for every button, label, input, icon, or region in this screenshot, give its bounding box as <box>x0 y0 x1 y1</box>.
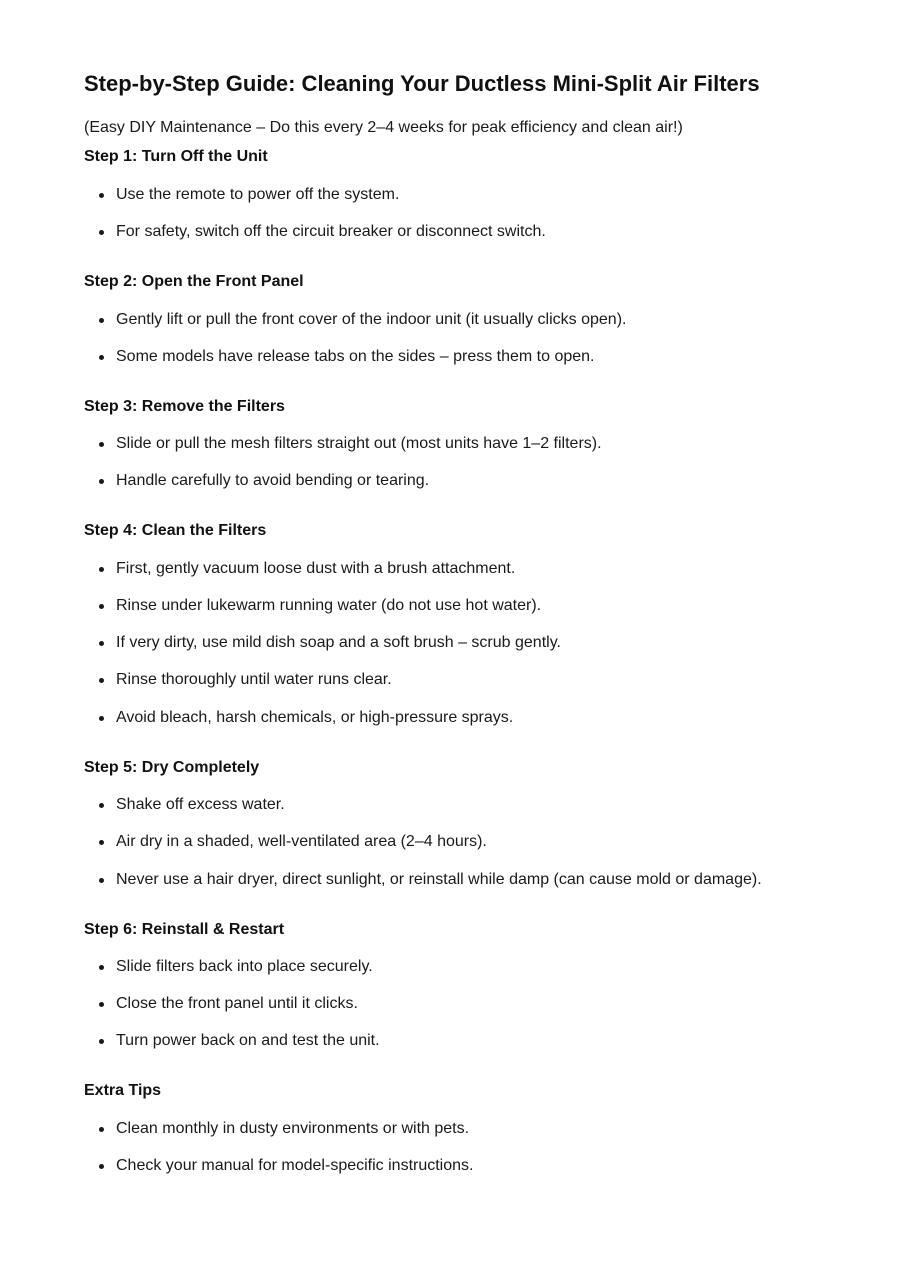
list-item: Rinse under lukewarm running water (do not use hot water). <box>116 597 542 614</box>
list-item: Slide or pull the mesh filters straight out (most units have 1–2 filters). <box>116 435 602 452</box>
list-item: Gently lift or pull the front cover of the indoor unit (it usually clicks open). <box>116 311 627 328</box>
list-item: Never use a hair dryer, direct sunlight, or reinstall while damp (can cause mold or damage). <box>116 871 762 888</box>
list-item: For safety, switch off the circuit breaker or disconnect switch. <box>116 223 546 240</box>
list-item: Check your manual for model-specific instructions. <box>116 1157 474 1174</box>
page-title: Step-by-Step Guide: Cleaning Your Ductless Mini-Split Air Filters <box>84 71 760 96</box>
list-item: First, gently vacuum loose dust with a brush attachment. <box>116 560 516 577</box>
list-item: Use the remote to power off the system. <box>116 186 400 203</box>
step-6-heading: Step 6: Reinstall & Restart <box>84 921 285 938</box>
step-1-heading: Step 1: Turn Off the Unit <box>84 148 268 165</box>
extra-tips-heading: Extra Tips <box>84 1082 162 1099</box>
subtitle: (Easy DIY Maintenance – Do this every 2–4 weeks for peak efficiency and clean air!) <box>84 119 683 136</box>
step-2-heading: Step 2: Open the Front Panel <box>84 273 304 290</box>
list-item: Handle carefully to avoid bending or tearing. <box>116 472 430 489</box>
list-item: Close the front panel until it clicks. <box>116 995 358 1012</box>
list-item: If very dirty, use mild dish soap and a soft brush – scrub gently. <box>116 634 561 651</box>
list-item: Shake off excess water. <box>116 796 285 813</box>
list-item: Air dry in a shaded, well-ventilated area (2–4 hours). <box>116 833 487 850</box>
list-item: Turn power back on and test the unit. <box>116 1032 380 1049</box>
list-item: Clean monthly in dusty environments or with pets. <box>116 1120 470 1137</box>
step-3-heading: Step 3: Remove the Filters <box>84 398 285 415</box>
list-item: Avoid bleach, harsh chemicals, or high-pressure sprays. <box>116 709 514 726</box>
list-item: Slide filters back into place securely. <box>116 958 373 975</box>
step-4-heading: Step 4: Clean the Filters <box>84 522 267 539</box>
list-item: Some models have release tabs on the sides – press them to open. <box>116 348 595 365</box>
list-item: Rinse thoroughly until water runs clear. <box>116 671 392 688</box>
step-5-heading: Step 5: Dry Completely <box>84 759 260 776</box>
